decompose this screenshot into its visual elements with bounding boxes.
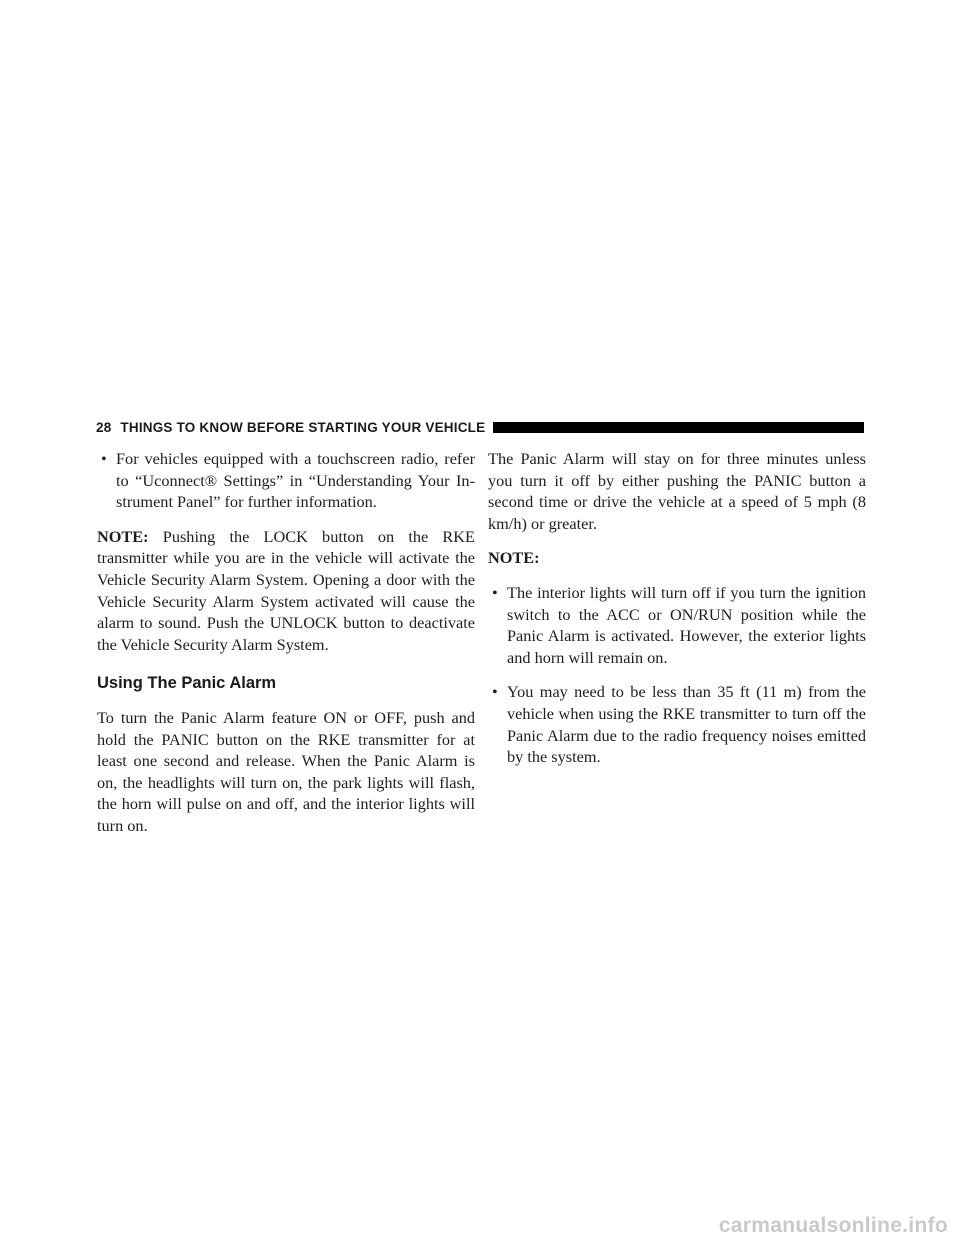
bullet-icon: •	[492, 582, 498, 602]
page-number: 28	[96, 419, 112, 435]
right-column	[488, 448, 866, 781]
bullet-icon: •	[101, 449, 107, 468]
note-text: Pushing the LOCK button on the RKE transmitter while you are in the vehicle will activate the Vehicle Security Alarm System. Opening a door with the Vehicle Security Alarm System activated will cause the alarm to sound. Push the UNLOCK button to deactivate the Vehicle Security Alarm System.	[97, 526, 475, 654]
section-heading: Using The Panic Alarm	[97, 674, 277, 693]
header-rule	[493, 422, 864, 433]
watermark: carmanualsonline.info	[718, 1214, 948, 1237]
note-paragraph	[97, 526, 475, 656]
note-label: NOTE:	[97, 526, 149, 546]
list-item	[488, 582, 866, 668]
section-title: THINGS TO KNOW BEFORE STARTING YOUR VEHICLE	[120, 419, 486, 435]
bullet-text: For vehicles equipped with a touchscreen radio, refer to “Uconnect® Settings” in “Understanding Your In-strument Panel” for further information.	[116, 449, 475, 512]
page-header	[96, 417, 864, 437]
bullet-icon: •	[492, 682, 498, 702]
bullet-text: The interior lights will turn off if you turn the ignition switch to the ACC or ON/RUN position while the Panic Alarm is activated. However, the exterior lights and horn will remain on.	[507, 582, 866, 667]
note-label: NOTE:	[488, 548, 540, 568]
body-paragraph: The Panic Alarm will stay on for three minutes unless you turn it off by either pushing the PANIC button a second time or drive the vehicle at a speed of 5 mph (8 km/h) or greater.	[488, 449, 866, 533]
list-item	[488, 681, 866, 767]
bullet-text: You may need to be less than 35 ft (11 m) from the vehicle when using the RKE transmitter to turn off the Panic Alarm due to the radio frequency noises emitted by the system.	[507, 682, 866, 767]
list-item	[97, 448, 475, 513]
body-paragraph: To turn the Panic Alarm feature ON or OFF, push and hold the PANIC button on the RKE transmitter for at least one second and release. When the Panic Alarm is on, the headlights will turn on, the park lights will flash, the horn will pulse on and off, and the interior lights will turn on.	[97, 707, 475, 835]
left-column	[97, 448, 475, 850]
